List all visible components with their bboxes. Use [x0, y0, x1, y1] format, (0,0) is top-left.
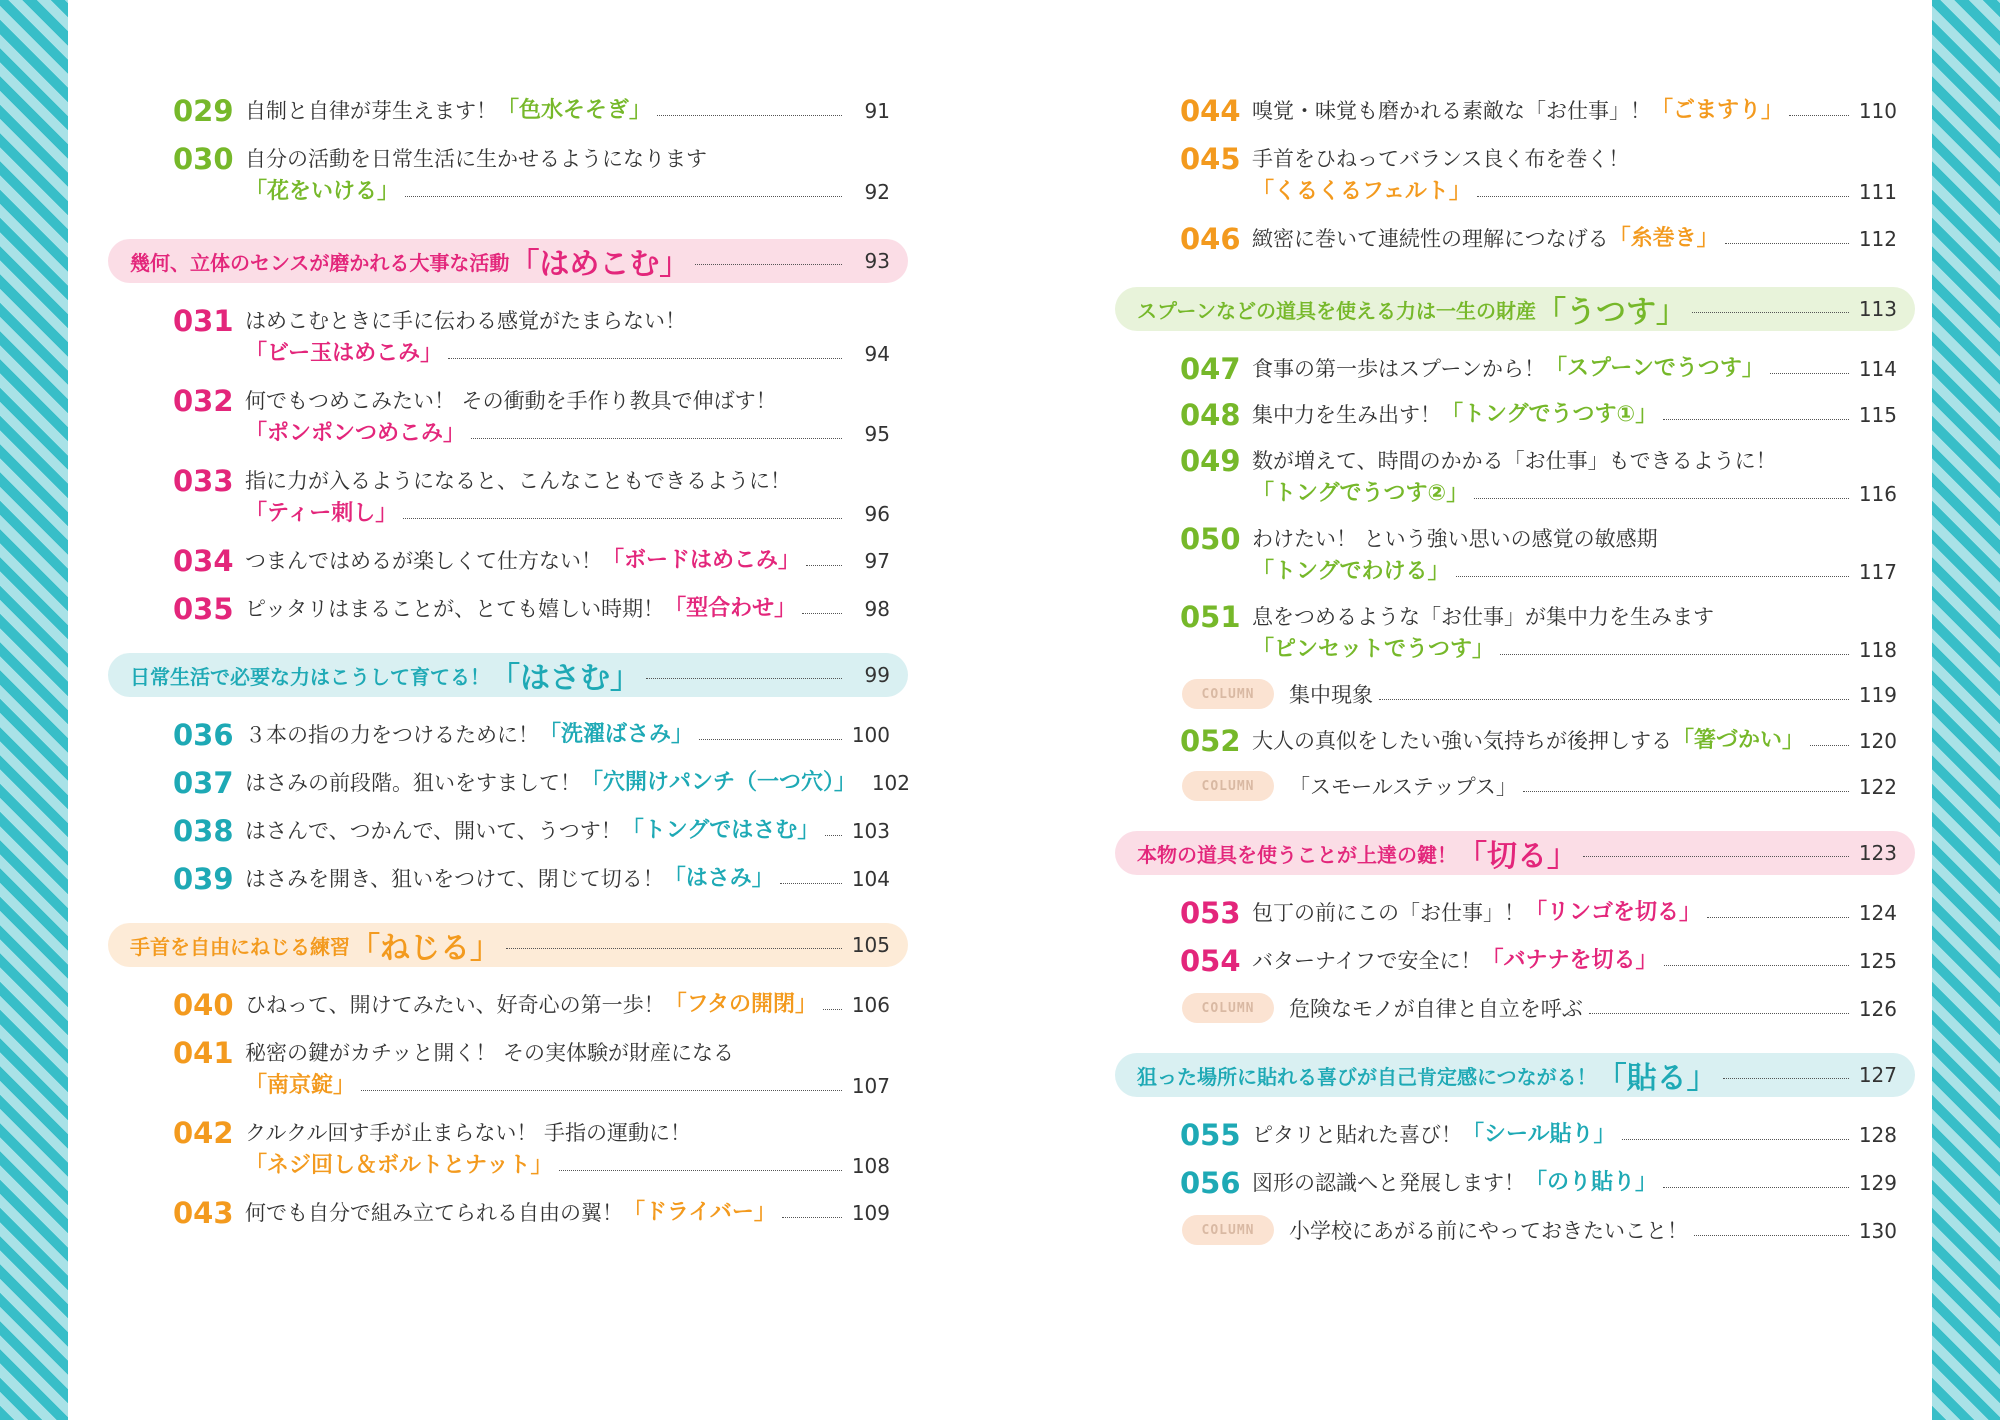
page-number: 126 [1858, 997, 1897, 1021]
dot-leader [1379, 699, 1849, 700]
dot-leader [403, 518, 842, 519]
page-number: 125 [1858, 949, 1897, 973]
entry-number: 030 [173, 142, 234, 176]
entry-highlight: 「トングでうつす①」 [1441, 402, 1658, 427]
entry-text: ピッタリはまることが、とても嬉しい時期！ [245, 597, 665, 621]
toc-entry[interactable] [108, 1117, 908, 1179]
page-number: 113 [1858, 297, 1897, 321]
toc-entry[interactable] [1115, 143, 1915, 205]
section-title: 狙った場所に貼れる喜びが自己肯定感につながる！ [1137, 1064, 1597, 1089]
page-number: 112 [1858, 227, 1897, 251]
page-number: 107 [851, 1074, 890, 1098]
entry-number: 033 [173, 464, 234, 498]
entry-number: 053 [1180, 896, 1241, 930]
toc-entry[interactable] [1115, 1166, 1915, 1200]
dot-leader [823, 1009, 842, 1010]
entry-text: 何でもつめこみたい！ その衝動を手作り教具で伸ばす！ [245, 389, 777, 413]
entry-number: 032 [173, 384, 234, 418]
column-entry[interactable] [1115, 1215, 1915, 1245]
entry-number: 052 [1180, 724, 1241, 758]
toc-entry[interactable] [1115, 398, 1915, 432]
dot-leader [1694, 1235, 1849, 1236]
entry-highlight: 「南京錠」 [245, 1073, 356, 1098]
entry-highlight: 「フタの開閉」 [664, 992, 818, 1017]
entry-number: 044 [1180, 94, 1241, 128]
toc-entry[interactable] [1115, 944, 1915, 978]
dot-leader [1477, 196, 1849, 197]
entry-highlight: 「ポンポンつめこみ」 [245, 421, 466, 446]
entry-text: 指に力が入るようになると、こんなこともできるように！ [245, 469, 791, 493]
dot-leader [1622, 1139, 1849, 1140]
toc-entry[interactable] [108, 94, 908, 128]
page-number: 109 [851, 1201, 890, 1225]
section-title: スプーンなどの道具を使える力は一生の財産 [1137, 298, 1536, 323]
page-number: 111 [1858, 180, 1897, 204]
entry-text: 自分の活動を日常生活に生かせるようになります [245, 147, 707, 171]
entry-text: ３本の指の力をつけるために！ [245, 723, 539, 747]
toc-entry[interactable] [1115, 724, 1915, 758]
column-entry[interactable] [1115, 993, 1915, 1023]
entry-number: 037 [173, 766, 234, 800]
page-number: 129 [1858, 1171, 1897, 1195]
page-number: 91 [864, 99, 890, 123]
entry-text: 集中力を生み出す！ [1252, 403, 1441, 427]
entry-highlight: 「トングでうつす②」 [1252, 481, 1469, 506]
entry-highlight: 「ごますり」 [1651, 98, 1784, 123]
toc-entry[interactable] [1115, 445, 1915, 507]
dot-leader [1474, 498, 1849, 499]
entry-text: 小学校にあがる前にやっておきたいこと！ [1289, 1219, 1688, 1243]
entry-text: 危険なモノが自律と自立を呼ぶ [1289, 997, 1583, 1021]
dot-leader [1664, 965, 1849, 966]
entry-highlight: 「はさみ」 [663, 866, 774, 891]
entry-text: 「スモールステップス」 [1289, 775, 1517, 799]
dot-leader [695, 264, 842, 265]
dot-leader [657, 115, 842, 116]
entry-highlight: 「ピンセットでうつす」 [1252, 637, 1495, 662]
column-badge: COLUMN [1182, 993, 1274, 1023]
section-title: 手首を自由にねじる練習 [130, 934, 350, 959]
dot-leader [1692, 312, 1849, 313]
entry-highlight: 「ボードはめこみ」 [602, 548, 801, 573]
page-number: 99 [864, 663, 890, 687]
page-number: 95 [864, 422, 890, 446]
entry-number: 029 [173, 94, 234, 128]
section-title: 幾何、立体のセンスが磨かれる大事な活動 [130, 250, 510, 275]
entry-number: 049 [1180, 444, 1241, 478]
section-title: 日常生活で必要な力はこうして育てる！ [130, 664, 490, 689]
page-number: 127 [1858, 1063, 1897, 1087]
page-number: 114 [1858, 357, 1897, 381]
entry-highlight: 「リンゴを切る」 [1525, 900, 1702, 925]
page-number: 93 [864, 249, 890, 273]
page-number: 102 [871, 771, 911, 795]
entry-number: 046 [1180, 222, 1241, 256]
page-number: 105 [851, 933, 890, 957]
dot-leader [1663, 419, 1849, 420]
dot-leader [506, 948, 842, 949]
page-number: 97 [864, 549, 890, 573]
dot-leader [780, 883, 842, 884]
entry-text: はめこむときに手に伝わる感覚がたまらない！ [245, 309, 686, 333]
section-header[interactable] [108, 653, 908, 697]
entry-number: 054 [1180, 944, 1241, 978]
section-header[interactable] [1115, 1053, 1915, 1097]
entry-text: 緻密に巻いて連続性の理解につなげる [1252, 227, 1609, 251]
toc-entry[interactable] [1115, 896, 1915, 930]
entry-text: バターナイフで安全に！ [1252, 949, 1482, 973]
toc-entry[interactable] [1115, 523, 1915, 585]
toc-entry[interactable] [108, 465, 908, 527]
entry-highlight: 「型合わせ」 [664, 596, 797, 621]
page-number: 130 [1858, 1219, 1897, 1243]
dot-leader [361, 1090, 842, 1091]
page-number: 92 [864, 180, 890, 204]
column-badge: COLUMN [1182, 771, 1274, 801]
entry-number: 034 [173, 544, 234, 578]
page-number: 94 [864, 342, 890, 366]
toc-entry[interactable] [108, 862, 908, 896]
entry-highlight: 「のり貼り」 [1525, 1170, 1658, 1195]
toc-entry[interactable] [1115, 1118, 1915, 1152]
page-number: 103 [851, 819, 890, 843]
page-number: 122 [1858, 775, 1897, 799]
toc-entry[interactable] [1115, 601, 1915, 663]
entry-text: 嗅覚・味覚も磨かれる素敵な「お仕事」！ [1252, 99, 1651, 123]
page-number: 108 [851, 1154, 890, 1178]
page-number: 106 [851, 993, 890, 1017]
entry-highlight: 「ビー玉はめこみ」 [245, 341, 443, 366]
entry-text: 手首をひねってバランス良く布を巻く！ [1252, 147, 1630, 171]
page-number: 124 [1858, 901, 1897, 925]
entry-text: ひねって、開けてみたい、好奇心の第一歩！ [245, 993, 665, 1017]
dot-leader [1663, 1187, 1849, 1188]
page-number: 119 [1858, 683, 1897, 707]
entry-text: はさみを開き、狙いをつけて、閉じて切る！ [245, 867, 664, 891]
entry-highlight: 「シール貼り」 [1462, 1122, 1616, 1147]
section-keyword: 「はさむ」 [490, 661, 640, 696]
dot-leader [1810, 745, 1849, 746]
entry-highlight: 「バナナを切る」 [1481, 948, 1658, 973]
toc-entry[interactable] [108, 385, 908, 447]
entry-number: 038 [173, 814, 234, 848]
page-number: 128 [1858, 1123, 1897, 1147]
entry-text: 秘密の鍵がカチッと開く！ その実体験が財産になる [245, 1041, 735, 1065]
section-header[interactable] [1115, 831, 1915, 875]
page-number: 110 [1858, 99, 1897, 123]
dot-leader [405, 196, 842, 197]
entry-highlight: 「色水そそぎ」 [497, 98, 652, 123]
entry-text: つまんではめるが楽しくて仕方ない！ [245, 549, 602, 573]
entry-highlight: 「箸づかい」 [1672, 728, 1805, 753]
dot-leader [782, 1217, 842, 1218]
toc-entry[interactable] [108, 1037, 908, 1099]
dot-leader [1707, 917, 1849, 918]
entry-text: 集中現象 [1289, 683, 1373, 707]
page-number: 123 [1858, 841, 1897, 865]
entry-highlight: 「花をいける」 [245, 179, 400, 204]
dot-leader [1456, 576, 1849, 577]
entry-number: 041 [173, 1036, 234, 1070]
entry-highlight: 「洗濯ばさみ」 [539, 722, 694, 747]
entry-number: 040 [173, 988, 234, 1022]
toc-entry[interactable] [108, 544, 908, 578]
toc-right-column [1115, 95, 1915, 1263]
entry-number: 039 [173, 862, 234, 896]
dot-leader [1723, 1078, 1849, 1079]
right-stripe-border [1932, 0, 2000, 1420]
entry-number: 035 [173, 592, 234, 626]
entry-text: はさんで、つかんで、開いて、うつす！ [245, 819, 622, 843]
dot-leader [806, 565, 842, 566]
page-number: 120 [1858, 729, 1897, 753]
dot-leader [1583, 856, 1849, 857]
dot-leader [1523, 791, 1849, 792]
dot-leader [1770, 373, 1849, 374]
toc-entry[interactable] [108, 1196, 908, 1230]
entry-text: 包丁の前にこの「お仕事」！ [1252, 901, 1525, 925]
section-header[interactable] [1115, 287, 1915, 331]
entry-number: 036 [173, 718, 234, 752]
entry-number: 055 [1180, 1118, 1241, 1152]
section-header[interactable] [108, 239, 908, 283]
entry-text: 息をつめるような「お仕事」が集中力を生みます [1252, 605, 1714, 629]
entry-number: 045 [1180, 142, 1241, 176]
entry-text: 自制と自律が芽生えます！ [245, 99, 497, 123]
dot-leader [802, 613, 842, 614]
entry-highlight: 「糸巻き」 [1608, 226, 1719, 251]
entry-number: 047 [1180, 352, 1241, 386]
section-title: 本物の道具を使うことが上達の鍵！ [1137, 842, 1457, 867]
column-entry[interactable] [1115, 771, 1915, 801]
section-keyword: 「はめこむ」 [509, 247, 690, 282]
entry-text: クルクル回す手が止まらない！ 手指の運動に！ [245, 1121, 691, 1145]
section-header[interactable] [108, 923, 908, 967]
toc-entry[interactable] [108, 766, 911, 800]
section-keyword: 「切る」 [1457, 839, 1577, 874]
page-number: 118 [1858, 638, 1897, 662]
entry-text: わけたい！ という強い思いの感覚の敏感期 [1252, 527, 1658, 551]
entry-highlight: 「トングでわける」 [1252, 559, 1450, 584]
page-number: 115 [1858, 403, 1897, 427]
page-number: 98 [864, 597, 890, 621]
entry-number: 031 [173, 304, 234, 338]
dot-leader [646, 678, 842, 679]
toc-entry[interactable] [108, 718, 908, 752]
dot-leader [1725, 243, 1849, 244]
entry-text: 食事の第一歩はスプーンから！ [1252, 357, 1545, 381]
toc-entry[interactable] [108, 988, 908, 1022]
page-number: 100 [851, 723, 890, 747]
toc-entry[interactable] [1115, 352, 1915, 386]
entry-number: 056 [1180, 1166, 1241, 1200]
entry-text: はさみの前段階。狙いをすまして！ [245, 771, 581, 795]
page-number: 96 [864, 502, 890, 526]
dot-leader [825, 835, 842, 836]
entry-highlight: 「ネジ回し＆ボルトとナット」 [245, 1153, 553, 1178]
toc-entry[interactable] [108, 592, 908, 626]
entry-highlight: 「スプーンでうつす」 [1544, 356, 1764, 381]
section-keyword: 「うつす」 [1536, 295, 1686, 330]
entry-text: 大人の真似をしたい強い気持ちが後押しする [1252, 729, 1672, 753]
column-badge: COLUMN [1182, 679, 1274, 709]
toc-entry[interactable] [108, 814, 908, 848]
toc-left-column [108, 94, 911, 1245]
entry-text: 何でも自分で組み立てられる自由の翼！ [245, 1201, 623, 1225]
section-keyword: 「ねじる」 [350, 931, 500, 966]
page-number: 104 [851, 867, 890, 891]
toc-entry[interactable] [1115, 94, 1915, 128]
dot-leader [699, 739, 842, 740]
section-keyword: 「貼る」 [1596, 1061, 1717, 1096]
column-entry[interactable] [1115, 679, 1915, 709]
entry-number: 043 [173, 1196, 234, 1230]
entry-highlight: 「ドライバー」 [623, 1200, 776, 1225]
entry-text: ピタリと貼れた喜び！ [1252, 1123, 1462, 1147]
dot-leader [448, 358, 842, 359]
entry-highlight: 「トングではさむ」 [621, 818, 820, 843]
dot-leader [1789, 115, 1849, 116]
entry-text: 図形の認識へと発展します！ [1252, 1171, 1525, 1195]
entry-number: 048 [1180, 398, 1241, 432]
entry-number: 050 [1180, 522, 1241, 556]
entry-highlight: 「穴開けパンチ（一つ穴）」 [581, 770, 857, 795]
entry-text: 数が増えて、時間のかかる「お仕事」もできるように！ [1252, 449, 1777, 473]
left-stripe-border [0, 0, 68, 1420]
toc-entry[interactable] [108, 305, 908, 367]
dot-leader [559, 1170, 842, 1171]
page-number: 116 [1858, 482, 1897, 506]
page-number: 117 [1858, 560, 1897, 584]
toc-entry[interactable] [108, 143, 908, 205]
dot-leader [1589, 1013, 1849, 1014]
dot-leader [1500, 654, 1849, 655]
entry-number: 042 [173, 1116, 234, 1150]
toc-entry[interactable] [1115, 222, 1915, 256]
dot-leader [471, 438, 842, 439]
entry-number: 051 [1180, 600, 1241, 634]
column-badge: COLUMN [1182, 1215, 1274, 1245]
entry-highlight: 「くるくるフェルト」 [1252, 179, 1471, 204]
entry-highlight: 「ティー刺し」 [245, 501, 398, 526]
